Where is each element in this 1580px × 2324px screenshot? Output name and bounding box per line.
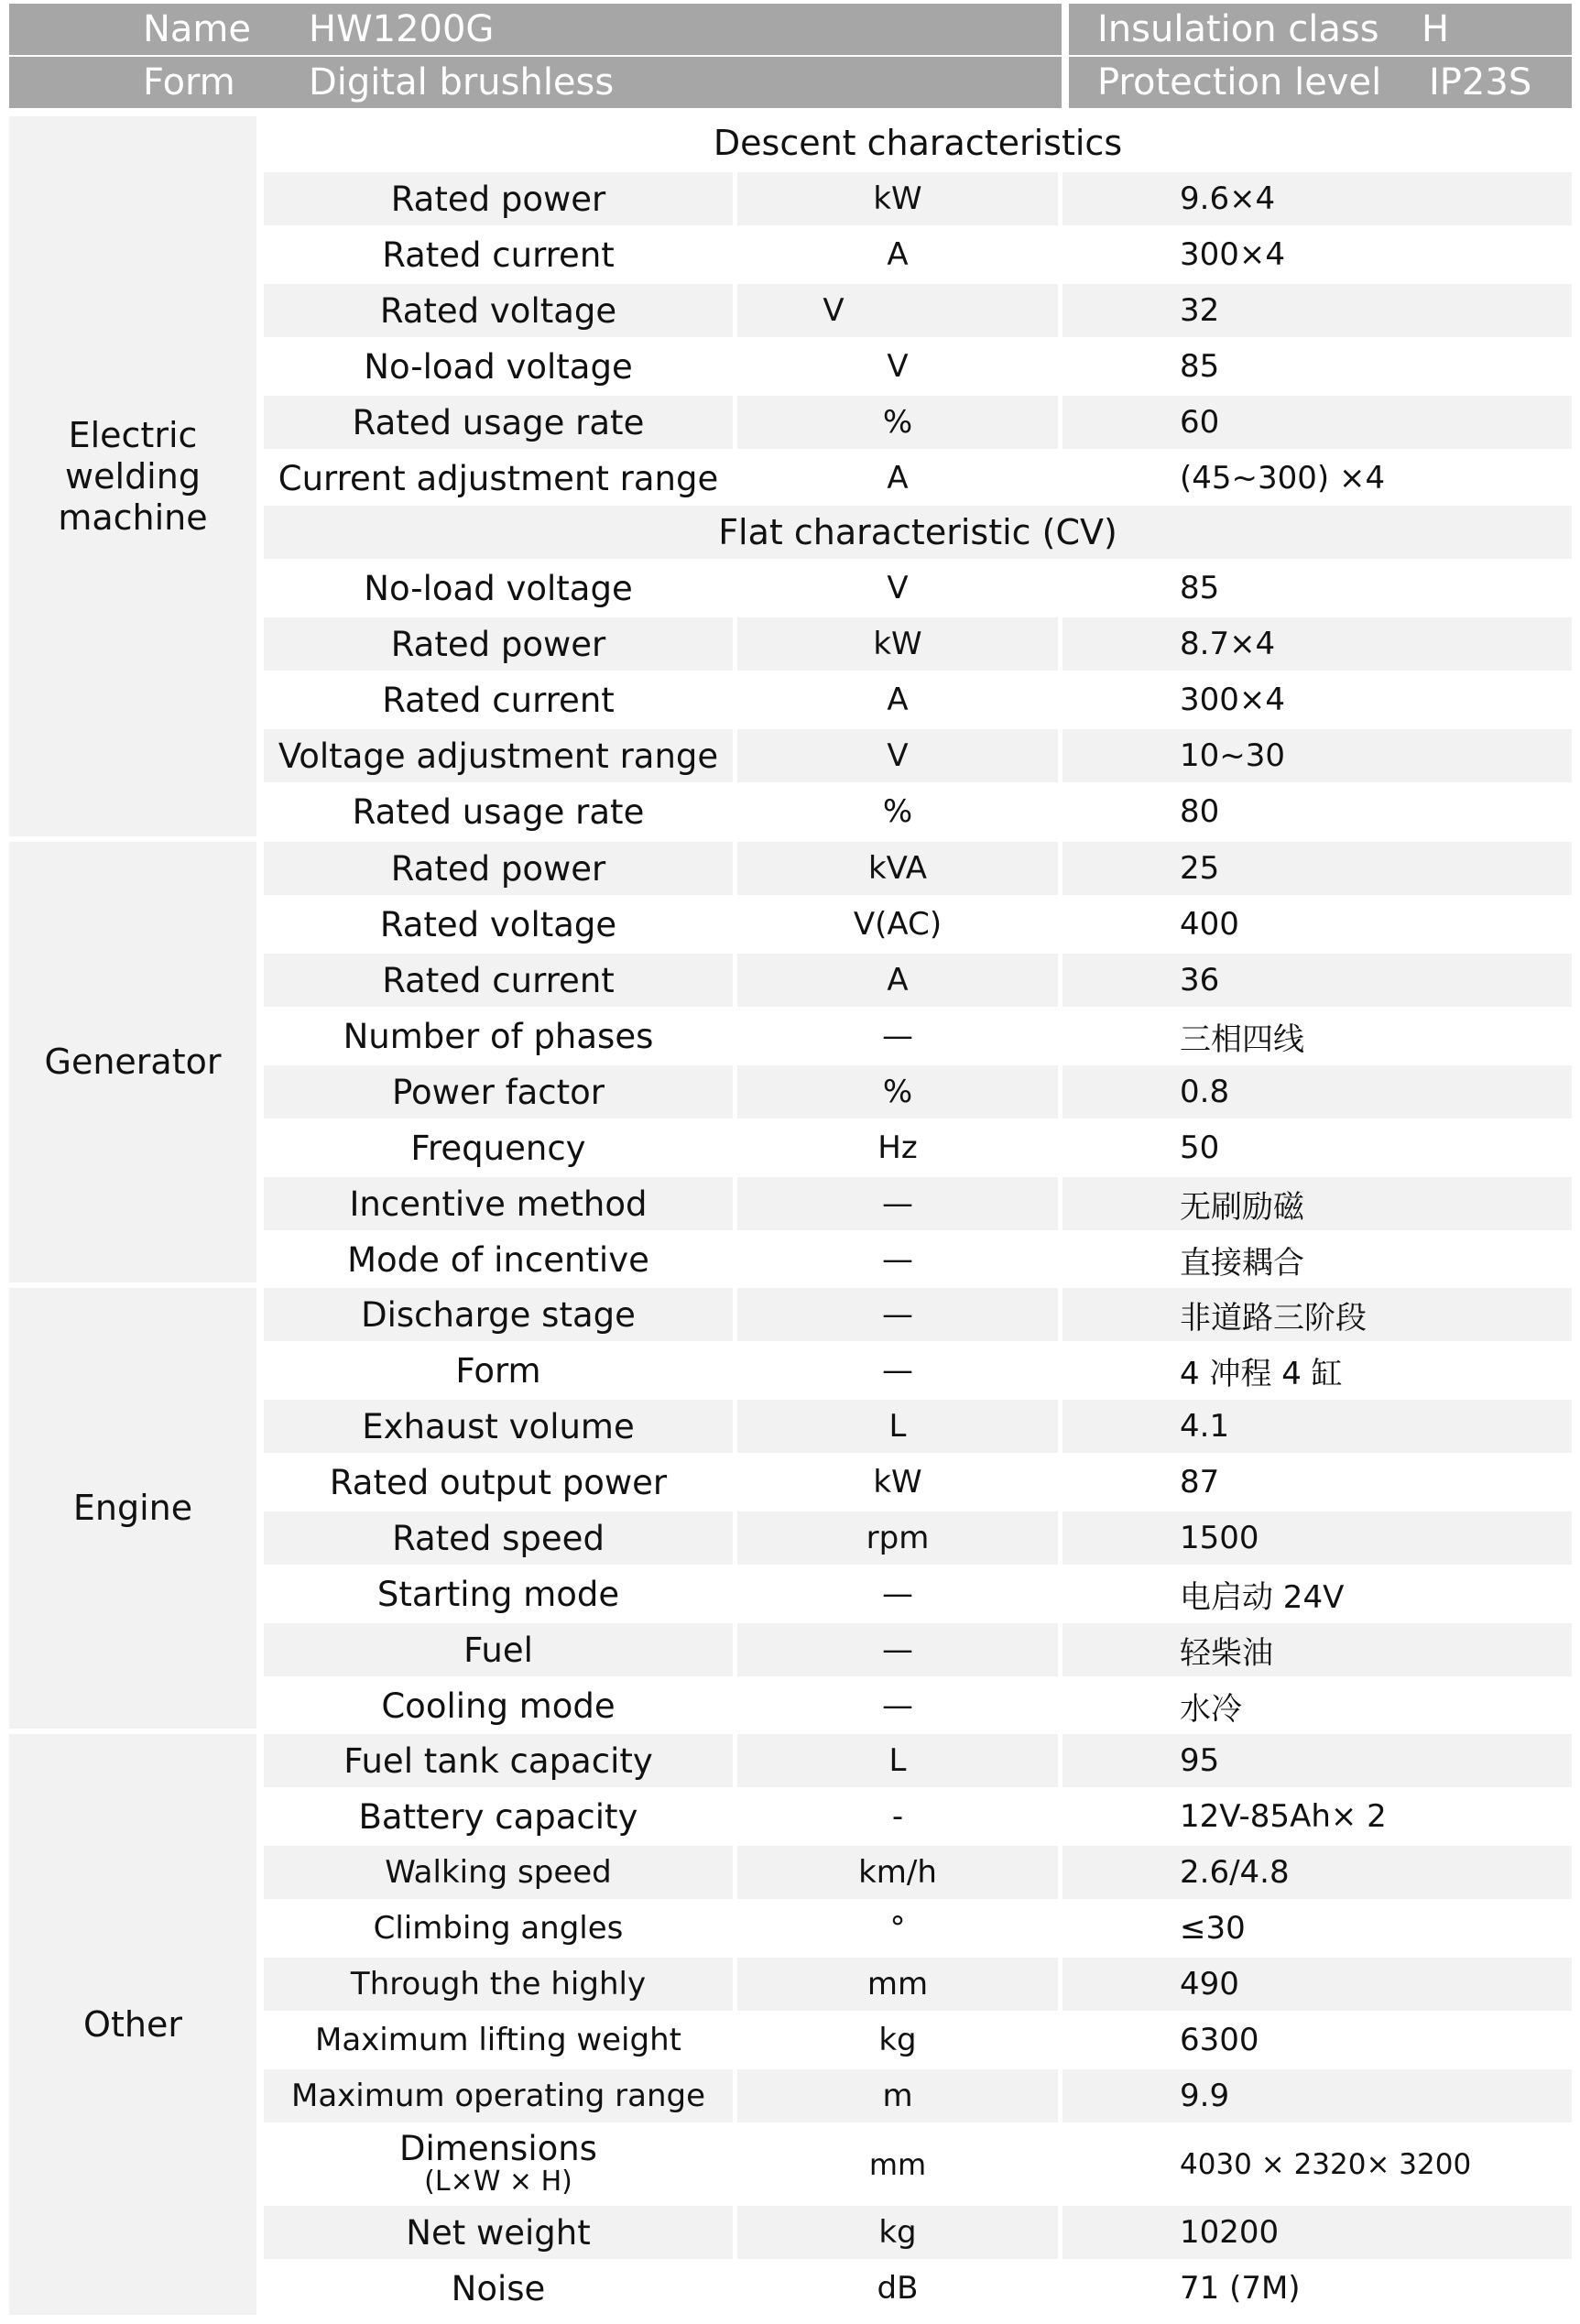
param-value: 0.8 [1062,1065,1572,1118]
param-unit: — [882,1352,913,1389]
table-row [264,172,1572,225]
param-value: 300×4 [1180,236,1286,273]
param-unit: A [887,460,909,496]
table-row [264,396,1572,449]
param-name: Current adjustment range [278,458,719,498]
category-other [9,1734,256,2315]
param-name: Rated current [264,954,733,1007]
param-unit: % [737,396,1058,449]
param-name: Rated voltage [379,904,617,944]
param-name: Battery capacity [358,1796,638,1837]
param-value: 300×4 [1180,682,1286,718]
table-row [264,954,1572,1007]
param-unit: kg [878,2022,917,2058]
param-unit: — [882,1018,913,1054]
table-row [264,1958,1572,2011]
table-row [264,785,1572,838]
param-name-sub: (L×W × H) [424,2165,572,2198]
table-row [264,1177,1572,1230]
param-unit: dB [877,2270,919,2307]
param-name: Maximum lifting weight [315,2022,681,2058]
param-unit: A [887,236,909,273]
param-value: 95 [1062,1734,1572,1787]
param-name: Discharge stage [264,1288,733,1341]
param-name: Power factor [264,1065,733,1118]
param-value: 87 [1180,1464,1220,1500]
param-value: 无刷励磁 [1062,1177,1572,1230]
param-unit: - [891,1798,904,1835]
category-engine [9,1288,256,1729]
param-name: Rated voltage [264,284,733,337]
table-row [264,673,1572,726]
param-name: Number of phases [343,1016,654,1056]
param-name: Noise [451,2268,546,2308]
protection-label: Protection level [1097,61,1382,104]
param-name-cell [264,2125,733,2203]
param-unit: — [882,1241,913,1278]
param-name: Incentive method [264,1177,733,1230]
param-name: Exhaust volume [264,1400,733,1453]
param-value: 32 [1062,284,1572,337]
param-name: Frequency [410,1128,586,1168]
category-label: Engine [72,1488,193,1528]
param-name: Net weight [264,2206,733,2259]
param-unit: — [882,1687,913,1724]
param-unit: V [737,729,1058,782]
category-label: Generator [44,1042,222,1082]
param-name: Maximum operating range [264,2069,733,2122]
table-row [264,1400,1572,1453]
param-value: 6300 [1180,2022,1259,2058]
param-value: 三相四线 [1180,1020,1304,1058]
header-divider [1062,4,1069,55]
param-value: 400 [1180,906,1239,943]
table-row [264,1902,1572,1955]
param-unit: A [737,954,1058,1007]
param-unit: Hz [877,1129,918,1166]
category-label: Electric welding machine [58,414,208,538]
param-unit: — [882,1576,913,1612]
param-unit: — [737,1288,1058,1341]
param-value: 2.6/4.8 [1062,1846,1572,1899]
param-name: Rated output power [329,1462,668,1502]
param-name: No-load voltage [364,346,633,387]
param-name: Rated usage rate [264,396,733,449]
table-row [264,1734,1572,1787]
table-row [264,1679,1572,1732]
param-unit: L [737,1734,1058,1787]
subheading-descent-characteristics: Descent characteristics [713,123,1123,163]
table-row [264,2125,1572,2203]
param-value: 71 (7M) [1180,2270,1301,2307]
param-unit: V [887,348,909,385]
param-value: 490 [1062,1958,1572,2011]
param-unit: % [737,1065,1058,1118]
param-name: Climbing angles [373,1910,624,1947]
param-value: 36 [1062,954,1572,1007]
param-value: 10~30 [1062,729,1572,782]
param-name: Form [455,1350,541,1391]
table-row [264,1009,1572,1063]
name-label: Name [143,8,252,50]
category-generator [9,842,256,1282]
param-value: 60 [1062,396,1572,449]
table-row [264,1065,1572,1118]
param-name: Cooling mode [381,1686,616,1726]
param-unit: — [737,1623,1058,1676]
table-row [264,842,1572,895]
table-row [264,1567,1572,1620]
table-row [264,1790,1572,1843]
param-name: Rated power [264,842,733,895]
param-name: Rated power [264,172,733,225]
param-name: Voltage adjustment range [264,729,733,782]
param-unit: kW [737,172,1058,225]
param-value: 电启动 24V [1180,1578,1345,1616]
param-value: (45~300) ×4 [1180,460,1386,496]
table-row [264,1344,1572,1397]
param-value: 1500 [1062,1511,1572,1565]
param-name: Mode of incentive [347,1239,649,1280]
category-electric-welding-machine [9,116,256,836]
form-label: Form [143,61,235,104]
param-unit: kW [737,617,1058,671]
param-value: 轻柴油 [1062,1623,1572,1676]
param-unit: kVA [737,842,1058,895]
param-name: Starting mode [376,1574,620,1614]
param-value: 25 [1062,842,1572,895]
header-divider [1062,57,1069,108]
protection-value: IP23S [1429,61,1532,104]
param-unit: rpm [737,1511,1058,1565]
table-row [264,2069,1572,2122]
table-row [264,1846,1572,1899]
insulation-value: H [1422,8,1450,50]
table-row [264,562,1572,615]
table-row [264,340,1572,393]
header-row-form [9,57,1572,108]
param-value: 9.6×4 [1062,172,1572,225]
param-name: Dimensions [399,2128,597,2168]
param-unit: V [887,570,909,606]
param-unit: mm [737,1958,1058,2011]
param-name: Rated current [382,235,615,275]
name-value: HW1200G [309,8,495,50]
param-unit: — [737,1177,1058,1230]
param-unit: A [887,682,909,718]
param-unit: kg [737,2206,1058,2259]
param-unit: V [737,284,1058,337]
param-name: Rated power [264,617,733,671]
table-row [264,1456,1572,1509]
param-unit: % [882,793,913,830]
param-name: Walking speed [264,1846,733,1899]
param-unit: ° [889,1910,906,1947]
param-name: Through the highly [264,1958,733,2011]
table-row [264,1623,1572,1676]
param-value: 4 冲程 4 缸 [1180,1355,1343,1392]
param-value: 50 [1180,1129,1220,1166]
param-name: Fuel tank capacity [264,1734,733,1787]
table-row [264,228,1572,281]
param-value: 12V-85Ah× 2 [1180,1798,1387,1835]
header-row-name [9,4,1572,55]
table-row [264,2013,1572,2067]
form-value: Digital brushless [309,61,615,104]
param-name: Rated usage rate [352,791,645,832]
table-row [264,452,1572,505]
table-row [264,617,1572,671]
table-row [264,898,1572,951]
param-value: 10200 [1062,2206,1572,2259]
param-name: No-load voltage [364,568,633,608]
param-unit: mm [868,2146,927,2182]
table-row [264,2262,1572,2315]
subheading-flat-characteristic: Flat characteristic (CV) [264,506,1572,559]
param-value: 9.9 [1062,2069,1572,2122]
param-value: 80 [1180,793,1220,830]
param-name: Rated speed [264,1511,733,1565]
param-unit: m [737,2069,1058,2122]
param-unit: km/h [737,1846,1058,1899]
insulation-label: Insulation class [1097,8,1379,50]
table-row [264,1121,1572,1174]
table-row [264,284,1572,337]
param-value: ≤30 [1180,1910,1246,1947]
param-name: Rated current [382,680,615,720]
category-label: Other [83,2003,182,2045]
param-unit: V(AC) [853,906,943,943]
param-unit: L [737,1400,1058,1453]
table-row [264,2206,1572,2259]
param-value: 85 [1180,348,1220,385]
param-value: 水冷 [1180,1690,1242,1728]
param-value: 4030 × 2320× 3200 [1180,2147,1472,2181]
param-value: 8.7×4 [1062,617,1572,671]
table-row [264,729,1572,782]
param-value: 4.1 [1062,1400,1572,1453]
param-value: 非道路三阶段 [1062,1288,1572,1341]
table-row [264,1233,1572,1286]
table-row [264,1288,1572,1341]
param-name: Fuel [264,1623,733,1676]
param-value: 直接耦合 [1180,1244,1304,1282]
param-value: 85 [1180,570,1220,606]
param-unit: kW [873,1464,922,1500]
table-row [264,1511,1572,1565]
